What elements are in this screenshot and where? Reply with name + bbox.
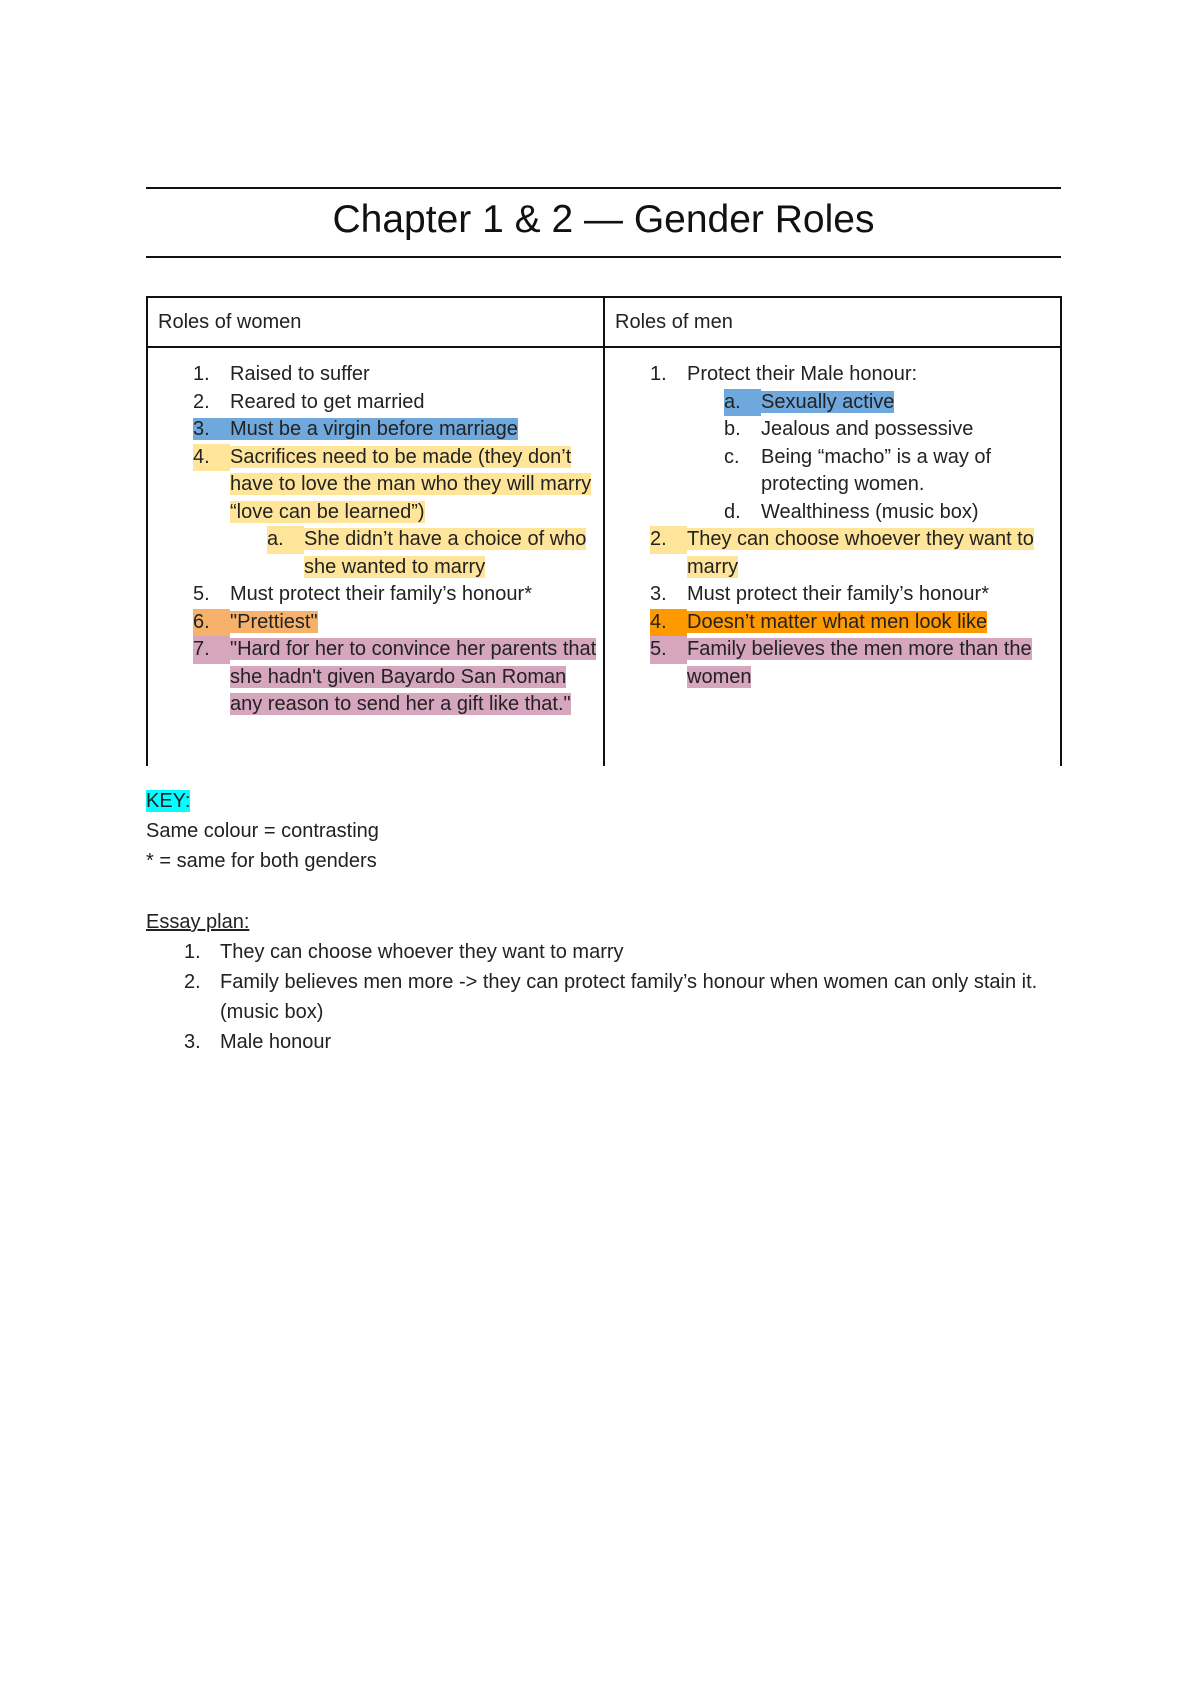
item-text: Male honour (220, 1031, 332, 1053)
item-text: Wealthiness (music box) (761, 500, 979, 523)
item-number: 5. (193, 583, 210, 605)
item-number: 3. (650, 583, 667, 605)
item-text: Must protect their family’s honour* (687, 583, 989, 605)
item-text: Raised to suffer (230, 363, 370, 385)
item-text: They can choose whoever they want to marry (220, 941, 624, 963)
key-section (146, 786, 1076, 816)
item-text: Family believes the men more than the women (687, 638, 1032, 688)
key-label: KEY: (146, 790, 191, 812)
spacer (146, 876, 1076, 907)
notes-section (146, 786, 1076, 1057)
item-number: 1. (184, 941, 201, 963)
item-number: 2. (184, 971, 201, 993)
item-text: She didn’t have a choice of who she wanted to marry (304, 528, 587, 578)
item-text: Protect their Male honour: (687, 363, 918, 385)
item-text: They can choose whoever they want to marry (687, 528, 1034, 578)
item-number: 2. (193, 390, 210, 413)
item-number: 3. (193, 418, 210, 440)
item-text: Family believes men more -> they can protect family’s honour when women can only stain it. (music box) (220, 971, 1038, 1023)
item-text: Reared to get married (230, 390, 425, 413)
item-letter: d. (724, 500, 741, 523)
men-item (650, 581, 1060, 609)
men-cell (604, 347, 1061, 766)
item-letter: a. (267, 526, 304, 554)
men-item (650, 609, 1060, 637)
item-number: 4. (193, 444, 230, 472)
men-subitem (724, 444, 1060, 499)
women-sublist (230, 526, 603, 581)
item-number: 1. (650, 363, 667, 385)
key-line-asterisk: * = same for both genders (146, 850, 377, 872)
table-header-row (147, 297, 1061, 347)
page-title: Chapter 1 & 2 — Gender Roles (332, 198, 875, 241)
men-subitem (724, 499, 1060, 527)
women-item (193, 444, 603, 582)
essay-plan-title: Essay plan: (146, 911, 250, 933)
item-text: Sacrifices need to be made (they don’t have to love the man who they will marry “love can be learned”) (230, 445, 592, 523)
header-roles-of-men: Roles of men (604, 297, 1061, 347)
men-item (650, 361, 1060, 526)
item-text: Sexually active (761, 390, 895, 413)
key-line-colour: Same colour = contrasting (146, 820, 379, 842)
men-subitem (724, 389, 1060, 417)
men-item (650, 636, 1060, 691)
essay-item (184, 937, 1076, 967)
women-subitem (267, 526, 603, 581)
header-roles-of-women: Roles of women (147, 297, 604, 347)
item-number: 2. (650, 526, 687, 554)
item-letter: c. (724, 445, 740, 468)
item-letter: b. (724, 418, 741, 440)
item-text: Must be a virgin before marriage (230, 418, 518, 440)
men-list (605, 361, 1060, 691)
women-item (193, 581, 603, 609)
item-number: 7. (193, 636, 230, 664)
item-text: Must protect their family’s honour* (230, 583, 532, 605)
women-item (193, 609, 603, 637)
women-item (193, 416, 603, 444)
item-text: Jealous and possessive (761, 418, 974, 440)
title-block (146, 187, 1061, 258)
item-number: 3. (184, 1031, 201, 1053)
women-cell (147, 347, 604, 766)
item-number: 4. (650, 609, 687, 637)
essay-plan-list (146, 937, 1076, 1057)
women-item (193, 389, 603, 417)
essay-item (184, 967, 1076, 1027)
item-number: 5. (650, 636, 687, 664)
women-item (193, 361, 603, 389)
item-number: 6. (193, 609, 230, 637)
item-text: "Hard for her to convince her parents that she hadn't given Bayardo San Roman any reason to send her a gift like that." (230, 638, 597, 715)
item-text: "Prettiest" (230, 610, 318, 633)
men-item (650, 526, 1060, 581)
item-number: 1. (193, 363, 210, 385)
item-text: Doesn’t matter what men look like (687, 610, 988, 633)
table-body-row (147, 347, 1061, 766)
women-item (193, 636, 603, 719)
item-letter: a. (724, 389, 761, 417)
essay-item (184, 1027, 1076, 1057)
item-text: Being “macho” is a way of protecting women. (761, 445, 992, 495)
women-list (148, 361, 603, 719)
men-subitem (724, 416, 1060, 444)
roles-table (146, 296, 1062, 766)
essay-plan-heading (146, 907, 1076, 937)
men-sublist (687, 389, 1060, 527)
